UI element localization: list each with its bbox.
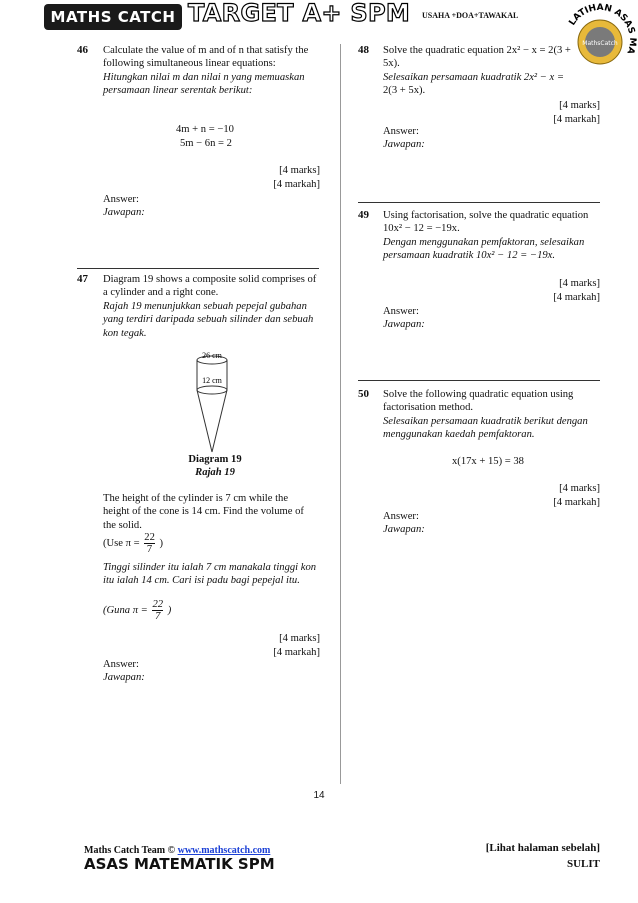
q47-number: 47 (77, 273, 88, 285)
footer-sulit: SULIT (566, 858, 600, 870)
q46-question-en: Calculate the value of m and of n that satisfy the following simultaneous linear equations: (103, 45, 309, 70)
q48-question-en-2: 5x). (383, 58, 400, 70)
q48-jawapan: Jawapan: (383, 139, 425, 150)
badge-ring-text: LATIHAN ASAS MATEMATIK (567, 2, 638, 55)
footer-team: Maths Catch Team © (84, 845, 176, 856)
q48-question-en-1: Solve the quadratic equation 2x² − x = 2(3 + (383, 45, 571, 56)
q50-marks: [4 marks] (559, 483, 600, 494)
q49-question-en: Using factorisation, solve the quadratic equation 10x² − 12 = −19x. (383, 210, 589, 235)
separator-q48-q49 (358, 202, 600, 203)
logo-text: MATHS CATCH (50, 8, 176, 26)
column-divider (340, 44, 341, 784)
pi-denominator: 7 (146, 544, 153, 555)
q48-answer: Answer: (383, 126, 419, 137)
dim-26cm: 26 cm (202, 352, 222, 360)
q49-marks: [4 marks] (559, 278, 600, 289)
q48-number: 48 (358, 44, 369, 56)
page-number: 14 (313, 790, 325, 801)
q50-question-ms: Selesaikan persamaan kuadratik berikut dengan menggunakan kaedah pemfaktoran. (383, 415, 588, 441)
q47-markah: [4 markah] (273, 647, 320, 658)
separator-q46-q47 (77, 268, 319, 269)
q46-eq2: 5m − 6n = 2 (180, 138, 232, 149)
close-paren-ms: ) (167, 604, 172, 616)
q46-marks: [4 marks] (279, 165, 320, 176)
mathscatch-logo (44, 4, 182, 30)
dim-12cm: 12 cm (202, 376, 222, 385)
q46-jawapan: Jawapan: (103, 207, 145, 218)
use-pi-text: (Use π = (103, 537, 140, 549)
q47-body-ms: Tinggi silinder itu ialah 7 cm manakala tinggi kon itu ialah 14 cm. Cari isi padu bagi pepejal itu. (103, 562, 317, 587)
guna-pi-text: (Guna π = (103, 604, 148, 616)
q46-question-ms: Hitungkan nilai m dan nilai n yang memuaskan persamaan linear serentak berikut: (103, 71, 305, 97)
diagram-caption-ms: Rajah 19 (195, 467, 235, 478)
footer-website-link[interactable]: www.mathscatch.com (177, 845, 271, 856)
page-header-title: TARGET A+ SPM (188, 0, 411, 27)
q46-number: 46 (77, 44, 88, 56)
pi-numerator: 22 (144, 532, 155, 543)
pi-fraction (144, 532, 155, 555)
q50-jawapan: Jawapan: (383, 524, 425, 535)
diagram-caption: Diagram 19 (188, 454, 242, 465)
pi-numerator-ms: 22 (152, 599, 164, 610)
q50-number: 50 (358, 388, 369, 400)
q47-marks: [4 marks] (279, 633, 320, 644)
close-paren: ) (159, 537, 164, 549)
q49-answer: Answer: (383, 306, 419, 317)
q49-question-ms: Dengan menggunakan pemfaktoran, selesaikan persamaan kuadratik 10x² − 12 = −19x. (383, 236, 585, 262)
q49-jawapan: Jawapan: (383, 319, 425, 330)
q47-answer: Answer: (103, 659, 139, 670)
q50-markah: [4 markah] (553, 497, 600, 508)
q47-guna-pi (103, 599, 171, 622)
q48-marks: [4 marks] (559, 100, 600, 111)
diagram-19 (180, 352, 250, 457)
separator-q49-q50 (358, 380, 600, 381)
badge-inner-text: MathsCatch (582, 40, 618, 47)
q47-body-en: The height of the cylinder is 7 cm while the height of the cone is 14 cm. Find the volume of the solid. (103, 493, 304, 531)
q46-eq1: 4m + n = −10 (176, 124, 234, 135)
footer-brand: ASAS MATEMATIK SPM (84, 855, 275, 873)
q47-question-ms: Rajah 19 menunjukkan sebuah pepejal gubahan yang terdiri daripada sebuah silinder dan sebuah kon tegak. (103, 300, 314, 339)
q50-equation: x(17x + 15) = 38 (452, 456, 524, 467)
header-motto: USAHA +DOA+TAWAKAL (422, 11, 519, 20)
cone-right-edge (212, 390, 227, 452)
q48-question-ms-2: 2(3 + 5x). (383, 85, 426, 97)
q46-answer: Answer: (103, 194, 139, 205)
q47-question-en: Diagram 19 shows a composite solid comprises of a cylinder and a right cone. (103, 274, 317, 299)
q49-number: 49 (358, 209, 369, 221)
q47-jawapan: Jawapan: (103, 672, 145, 683)
q46-markah: [4 markah] (273, 179, 320, 190)
q47-use-pi (103, 532, 163, 555)
q48-question-ms-1: Selesaikan persamaan kuadratik 2x² − x = (383, 71, 565, 83)
pi-fraction-ms (152, 599, 163, 622)
q49-markah: [4 markah] (553, 292, 600, 303)
cone-left-edge (197, 390, 212, 452)
cylinder-bottom (197, 386, 227, 394)
q50-answer: Answer: (383, 511, 419, 522)
footer-next-page: [Lihat halaman sebelah] (485, 842, 600, 854)
q48-markah: [4 markah] (553, 114, 600, 125)
pi-denominator-ms: 7 (155, 611, 161, 622)
q50-question-en: Solve the following quadratic equation using factorisation method. (383, 389, 574, 414)
